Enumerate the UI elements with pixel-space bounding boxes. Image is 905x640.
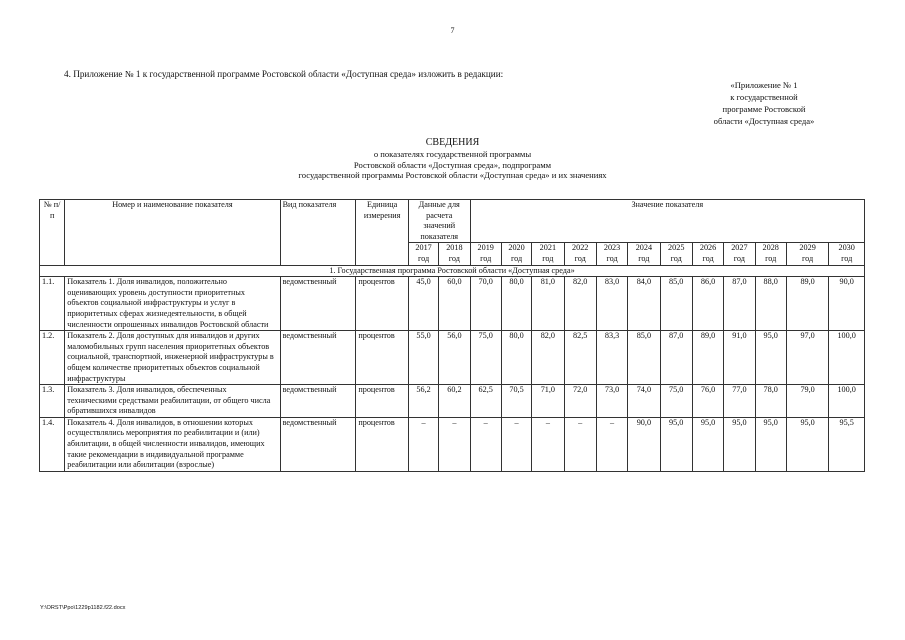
indicator-value: 80,0 xyxy=(501,331,531,385)
heading-line: государственной программы Ростовской области «Доступная среда» и их значениях xyxy=(298,170,607,180)
year-header xyxy=(532,243,564,265)
indicator-value: 91,0 xyxy=(724,331,755,385)
year-suffix: год xyxy=(670,253,682,263)
year-suffix: год xyxy=(448,253,460,263)
indicator-value: – xyxy=(501,417,531,471)
year-value: 2029 xyxy=(799,243,816,253)
indicator-name: Показатель 4. Доля инвалидов, в отношении которых осуществлялись мероприятия по реабилитации и (или) абилитации, в общей численности инвалидов, имеющих такие рекомендации в индивидуальной программе реабилитации или абилитации (взрослые) xyxy=(65,417,280,471)
col-header-name: Номер и наименование показателя xyxy=(65,200,280,266)
indicator-value: 95,0 xyxy=(755,331,786,385)
indicator-value: 45,0 xyxy=(408,277,438,331)
year-value: 2027 xyxy=(731,243,748,253)
indicator-value: 83,0 xyxy=(596,277,627,331)
year-value: 2021 xyxy=(539,243,557,253)
indicator-unit: процентов xyxy=(356,385,409,418)
indicator-value: 81,0 xyxy=(532,277,564,331)
indicator-name: Показатель 2. Доля доступных для инвалидов и других маломобильных групп населения приоритетных объектов социальной, транспортной, инженерной инфраструктуры в общем количестве приоритетных объектов социальной инфраструктуры xyxy=(65,331,280,385)
year-value: 2017 xyxy=(415,243,432,253)
indicator-value: – xyxy=(596,417,627,471)
indicator-value: – xyxy=(564,417,596,471)
indicator-value: 70,5 xyxy=(501,385,531,418)
indicator-type: ведомственный xyxy=(280,385,356,418)
indicator-value: 72,0 xyxy=(564,385,596,418)
year-header xyxy=(755,243,786,265)
year-suffix: год xyxy=(733,253,745,263)
year-value: 2020 xyxy=(508,243,525,253)
year-header xyxy=(786,243,828,265)
table-row xyxy=(40,331,865,385)
appendix-block xyxy=(689,79,839,127)
indicator-value: 70,0 xyxy=(470,277,501,331)
year-suffix: год xyxy=(606,253,618,263)
year-header xyxy=(628,243,660,265)
year-suffix: год xyxy=(542,253,554,263)
indicator-unit: процентов xyxy=(356,277,409,331)
row-number: 1.2. xyxy=(40,331,65,385)
indicator-value: 60,2 xyxy=(439,385,470,418)
year-suffix: год xyxy=(480,253,492,263)
indicator-value: 79,0 xyxy=(786,385,828,418)
col-header-values: Значение показателя xyxy=(470,200,864,243)
year-value: 2025 xyxy=(668,243,685,253)
indicator-value: 95,5 xyxy=(829,417,865,471)
indicator-value: 75,0 xyxy=(660,385,692,418)
year-suffix: год xyxy=(638,253,650,263)
appendix-line: к государственной xyxy=(730,92,798,102)
indicator-value: 62,5 xyxy=(470,385,501,418)
indicator-value: 71,0 xyxy=(532,385,564,418)
year-suffix: год xyxy=(510,253,523,263)
intro-text: 4. Приложение № 1 к государственной программе Ростовской области «Доступная среда» изложить в редакции: xyxy=(64,69,504,79)
year-suffix: год xyxy=(802,253,814,263)
indicator-value: 80,0 xyxy=(501,277,531,331)
indicator-value: 97,0 xyxy=(786,331,828,385)
row-number: 1.3. xyxy=(40,385,65,418)
heading-line: Ростовской области «Доступная среда», подпрограмм xyxy=(353,159,552,170)
indicator-value: 82,0 xyxy=(564,277,596,331)
heading-line: о показателях государственной программы xyxy=(373,149,532,159)
row-number: 1.4. xyxy=(40,417,65,471)
indicator-value: 95,0 xyxy=(724,417,755,471)
year-header xyxy=(692,243,723,265)
indicator-value: 95,0 xyxy=(755,417,786,471)
header-row xyxy=(40,200,865,243)
table-row xyxy=(40,277,865,331)
indicator-value: 88,0 xyxy=(755,277,786,331)
indicator-value: 56,0 xyxy=(439,331,470,385)
indicators-table xyxy=(39,199,865,472)
year-header xyxy=(596,243,627,265)
section-row xyxy=(40,265,865,277)
indicator-value: 84,0 xyxy=(628,277,660,331)
heading-title: СВЕДЕНИЯ xyxy=(425,137,480,148)
indicator-value: 85,0 xyxy=(660,277,692,331)
appendix-line: «Приложение № 1 xyxy=(730,80,798,90)
table-row xyxy=(40,417,865,471)
indicator-value: 95,0 xyxy=(786,417,828,471)
indicator-unit: процентов xyxy=(356,331,409,385)
year-value: 2026 xyxy=(699,243,717,253)
col-header-type: Вид показателя xyxy=(280,200,356,266)
indicator-value: 82,5 xyxy=(564,331,596,385)
document-heading xyxy=(0,137,905,181)
year-header xyxy=(724,243,755,265)
appendix-line: программе Ростовской xyxy=(722,104,806,114)
row-number: 1.1. xyxy=(40,277,65,331)
indicator-value: 60,0 xyxy=(439,277,470,331)
year-header xyxy=(564,243,596,265)
indicator-value: 86,0 xyxy=(692,277,723,331)
indicator-value: 76,0 xyxy=(692,385,723,418)
indicator-value: 85,0 xyxy=(628,331,660,385)
year-header xyxy=(829,243,865,265)
year-value: 2019 xyxy=(477,243,494,253)
year-value: 2018 xyxy=(446,243,463,253)
year-value: 2030 xyxy=(838,243,855,253)
indicator-value: 55,0 xyxy=(408,331,438,385)
indicator-value: 90,0 xyxy=(829,277,865,331)
indicator-value: 87,0 xyxy=(660,331,692,385)
indicator-value: – xyxy=(439,417,470,471)
year-suffix: год xyxy=(574,253,586,263)
year-suffix: год xyxy=(841,253,853,263)
indicator-value: – xyxy=(532,417,564,471)
year-suffix: год xyxy=(765,253,777,263)
indicator-value: 83,3 xyxy=(596,331,627,385)
year-header xyxy=(408,243,438,265)
table-row xyxy=(40,385,865,418)
indicator-value: – xyxy=(408,417,438,471)
year-suffix: год xyxy=(417,253,430,263)
page-number: 7 xyxy=(450,26,455,35)
year-value: 2022 xyxy=(572,243,589,253)
indicator-value: 56,2 xyxy=(408,385,438,418)
year-suffix: год xyxy=(702,253,714,263)
indicator-value: 73,0 xyxy=(596,385,627,418)
indicator-value: 90,0 xyxy=(628,417,660,471)
year-value: 2028 xyxy=(762,243,779,253)
section-title: 1. Государственная программа Ростовской области «Доступная среда» xyxy=(40,265,865,277)
year-value: 2023 xyxy=(603,243,621,253)
year-header xyxy=(501,243,531,265)
indicator-type: ведомственный xyxy=(280,417,356,471)
col-header-base: Данные для расчета значений показателя xyxy=(408,200,470,243)
indicator-type: ведомственный xyxy=(280,277,356,331)
indicator-value: 87,0 xyxy=(724,277,755,331)
indicator-value: 89,0 xyxy=(692,331,723,385)
indicator-value: 78,0 xyxy=(755,385,786,418)
indicator-value: 100,0 xyxy=(829,331,865,385)
indicator-value: 75,0 xyxy=(470,331,501,385)
indicator-value: 100,0 xyxy=(829,385,865,418)
year-header xyxy=(439,243,470,265)
year-header xyxy=(660,243,692,265)
indicator-value: 82,0 xyxy=(532,331,564,385)
indicator-name: Показатель 1. Доля инвалидов, положительно оценивающих уровень доступности приоритетных объектов социальной инфраструктуры и услуг в приоритетных сферах жизнедеятельности, в общей численности опрошенных инвалидов Ростовской области xyxy=(65,277,280,331)
year-header xyxy=(470,243,501,265)
indicator-value: 74,0 xyxy=(628,385,660,418)
indicator-value: 95,0 xyxy=(660,417,692,471)
indicator-value: – xyxy=(470,417,501,471)
indicator-name: Показатель 3. Доля инвалидов, обеспеченных техническими средствами реабилитации, от общего числа обратившихся инвалидов xyxy=(65,385,280,418)
indicator-value: 77,0 xyxy=(724,385,755,418)
indicator-value: 95,0 xyxy=(692,417,723,471)
indicator-unit: процентов xyxy=(356,417,409,471)
year-value: 2024 xyxy=(635,243,653,253)
indicator-type: ведомственный xyxy=(280,331,356,385)
appendix-line: области «Доступная среда» xyxy=(713,116,815,126)
col-header-num: № п/п xyxy=(40,200,65,266)
indicator-value: 89,0 xyxy=(786,277,828,331)
file-path-footer: Y:\ORST\Ppo\1229p1182.f22.docx xyxy=(40,605,126,611)
col-header-unit: Единица измерения xyxy=(356,200,409,266)
